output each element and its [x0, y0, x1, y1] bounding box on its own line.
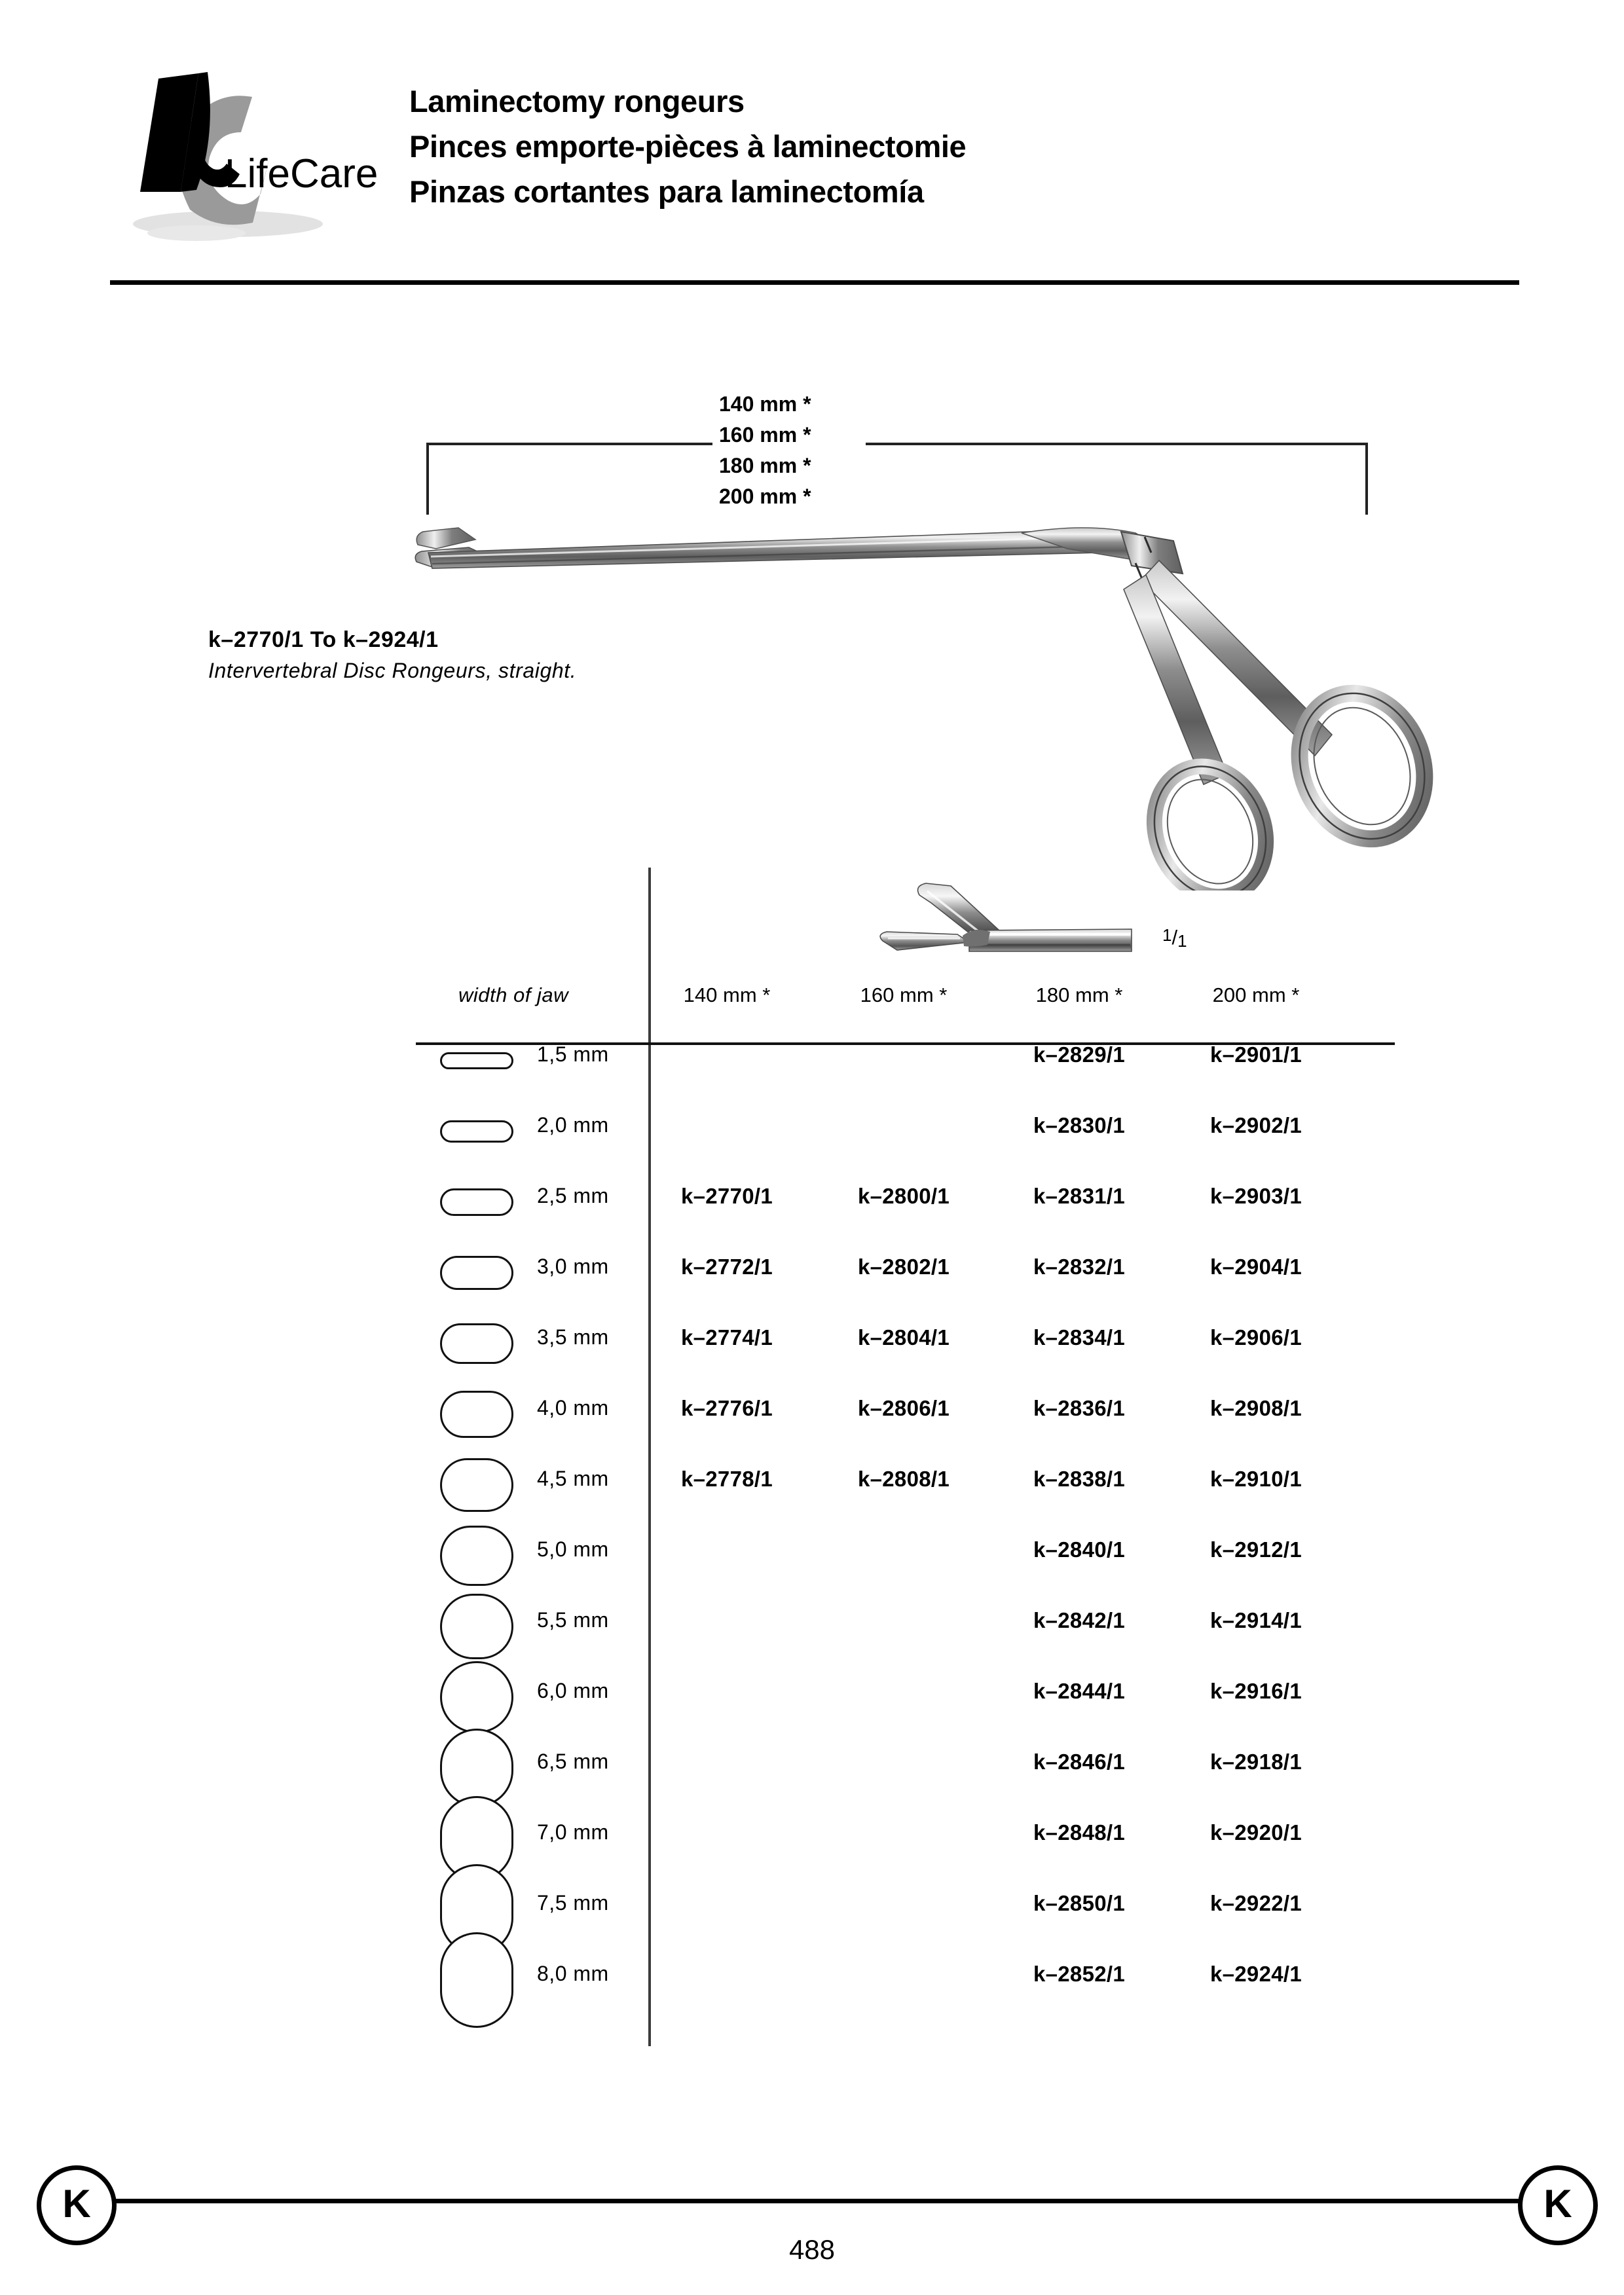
product-code-cell[interactable]: k–2772/1: [680, 1255, 773, 1279]
table-header-row: [432, 976, 1395, 1023]
table-row: [432, 1447, 1395, 1518]
dimension-label-180: 180 mm *: [719, 454, 811, 477]
jaw-width-icon: [432, 1306, 524, 1376]
product-code-cell[interactable]: k–2848/1: [1033, 1820, 1126, 1845]
product-code-cell[interactable]: k–2906/1: [1209, 1325, 1302, 1349]
jaw-width-icon: [432, 1023, 524, 1093]
jaw-width-icon: [432, 1093, 524, 1164]
table-row: [432, 1942, 1395, 2013]
jaw-width-label: 8,0 mm: [537, 1962, 609, 1985]
product-code-cell[interactable]: k–2914/1: [1209, 1608, 1302, 1632]
jaw-width-label: 3,0 mm: [537, 1255, 609, 1278]
caption-description: Intervertebral Disc Rongeurs, straight.: [208, 659, 577, 682]
product-code-cell[interactable]: k–2778/1: [680, 1467, 773, 1491]
table-row: [432, 1164, 1395, 1235]
logo-wordmark: LifeCare: [225, 151, 378, 196]
table-row: [432, 1093, 1395, 1164]
table-row: [432, 1235, 1395, 1306]
rongeur-instrument-photo: [413, 485, 1486, 890]
jaw-width-label: 2,5 mm: [537, 1184, 609, 1207]
jaw-width-label: 2,0 mm: [537, 1113, 609, 1137]
dimension-label-160: 160 mm *: [719, 423, 811, 447]
column-header-160mm: 160 mm *: [860, 983, 948, 1006]
product-table: [432, 976, 1395, 2013]
product-code-cell[interactable]: k–2802/1: [857, 1255, 950, 1279]
scale-denominator: 1: [1177, 931, 1187, 951]
jaw-icon-shape: [440, 1120, 513, 1143]
scale-numerator: 1: [1162, 925, 1172, 945]
column-header-180mm: 180 mm *: [1035, 983, 1123, 1006]
jaw-width-label: 7,5 mm: [537, 1891, 609, 1915]
product-code-cell[interactable]: k–2924/1: [1209, 1962, 1302, 1986]
jaw-width-label: 5,5 mm: [537, 1608, 609, 1632]
jaw-width-label: 6,0 mm: [537, 1679, 609, 1702]
product-code-cell[interactable]: k–2806/1: [857, 1396, 950, 1420]
jaw-width-icon: [432, 1164, 524, 1235]
product-code-cell[interactable]: k–2776/1: [680, 1396, 773, 1420]
table-row: [432, 1518, 1395, 1588]
title-line-es: Pinzas cortantes para laminectomía: [409, 174, 924, 209]
table-row: [432, 1871, 1395, 1942]
product-code-cell[interactable]: k–2901/1: [1209, 1042, 1302, 1067]
jaw-width-label: 6,5 mm: [537, 1750, 609, 1773]
jaw-icon-shape: [440, 1594, 513, 1659]
product-code-cell[interactable]: k–2852/1: [1033, 1962, 1126, 1986]
product-code-cell[interactable]: k–2836/1: [1033, 1396, 1126, 1420]
jaw-width-label: 3,5 mm: [537, 1325, 609, 1349]
caption-code-range: k–2770/1 To k–2924/1: [208, 627, 439, 652]
product-code-cell[interactable]: k–2844/1: [1033, 1679, 1126, 1703]
jaw-width-label: 5,0 mm: [537, 1537, 609, 1561]
jaw-width-icon: [432, 1235, 524, 1306]
jaw-icon-shape: [440, 1052, 513, 1069]
column-header-200mm: 200 mm *: [1212, 983, 1300, 1006]
product-code-cell[interactable]: k–2808/1: [857, 1467, 950, 1491]
table-row: [432, 1306, 1395, 1376]
product-code-cell[interactable]: k–2846/1: [1033, 1750, 1126, 1774]
product-caption: [208, 627, 798, 683]
jaw-width-icon: [432, 1730, 524, 1801]
jaw-detail-photo: [871, 874, 1179, 966]
table-row: [432, 1730, 1395, 1801]
product-code-cell[interactable]: k–2910/1: [1209, 1467, 1302, 1491]
product-code-cell[interactable]: k–2912/1: [1209, 1537, 1302, 1562]
table-body: [432, 1023, 1395, 2013]
page-number: 488: [788, 2234, 836, 2265]
jaw-width-label: 4,0 mm: [537, 1396, 609, 1420]
jaw-width-icon: [432, 1801, 524, 1871]
jaw-icon-shape: [440, 1323, 513, 1364]
jaw-width-icon: [432, 1871, 524, 1942]
jaw-icon-shape: [440, 1932, 513, 2028]
table-row: [432, 1801, 1395, 1871]
product-code-cell[interactable]: k–2829/1: [1033, 1042, 1126, 1067]
jaw-width-icon: [432, 1588, 524, 1659]
dimension-label-140: 140 mm *: [719, 392, 811, 416]
jaw-icon-shape: [440, 1188, 513, 1216]
jaw-icon-shape: [440, 1391, 513, 1438]
jaw-icon-shape: [440, 1661, 513, 1733]
jaw-width-icon: [432, 1518, 524, 1588]
column-header-width-of-jaw: width of jaw: [458, 983, 568, 1006]
product-code-cell[interactable]: k–2916/1: [1209, 1679, 1302, 1703]
product-code-cell[interactable]: k–2804/1: [857, 1325, 950, 1349]
column-header-140mm: 140 mm *: [683, 983, 771, 1006]
table-row: [432, 1023, 1395, 1093]
product-code-cell[interactable]: k–2832/1: [1033, 1255, 1126, 1279]
product-code-cell[interactable]: k–2831/1: [1033, 1184, 1126, 1208]
jaw-width-icon: [432, 1659, 524, 1730]
jaw-icon-shape: [440, 1526, 513, 1586]
footer-mark-right: K: [1518, 2165, 1598, 2245]
product-code-cell[interactable]: k–2908/1: [1209, 1396, 1302, 1420]
jaw-width-icon: [432, 1376, 524, 1447]
footer-divider: [92, 2199, 1532, 2203]
product-code-cell[interactable]: k–2834/1: [1033, 1325, 1126, 1349]
jaw-width-icon: [432, 1447, 524, 1518]
jaw-width-label: 7,0 mm: [537, 1820, 609, 1844]
product-code-cell[interactable]: k–2838/1: [1033, 1467, 1126, 1491]
table-row: [432, 1588, 1395, 1659]
product-code-cell[interactable]: k–2903/1: [1209, 1184, 1302, 1208]
title-line-fr: Pinces emporte-pièces à laminectomie: [409, 129, 967, 164]
footer-mark-left: K: [37, 2165, 117, 2245]
product-code-cell[interactable]: k–2922/1: [1209, 1891, 1302, 1915]
product-code-cell[interactable]: k–2774/1: [680, 1325, 773, 1349]
product-code-cell[interactable]: k–2904/1: [1209, 1255, 1302, 1279]
product-code-cell[interactable]: k–2770/1: [680, 1184, 773, 1208]
jaw-width-label: 1,5 mm: [537, 1042, 609, 1066]
product-code-cell[interactable]: k–2920/1: [1209, 1820, 1302, 1845]
dimension-label-200: 200 mm *: [719, 485, 811, 508]
product-code-cell[interactable]: k–2902/1: [1209, 1113, 1302, 1137]
jaw-width-icon: [432, 1942, 524, 2013]
lifecare-logo: [118, 59, 393, 249]
table-row: [432, 1659, 1395, 1730]
jaw-icon-shape: [440, 1729, 513, 1807]
product-code-cell[interactable]: k–2918/1: [1209, 1750, 1302, 1774]
jaw-icon-shape: [440, 1256, 513, 1290]
product-code-cell[interactable]: k–2800/1: [857, 1184, 950, 1208]
product-code-cell[interactable]: k–2840/1: [1033, 1537, 1126, 1562]
product-code-cell[interactable]: k–2850/1: [1033, 1891, 1126, 1915]
table-row: [432, 1376, 1395, 1447]
product-code-cell[interactable]: k–2842/1: [1033, 1608, 1126, 1632]
product-code-cell[interactable]: k–2830/1: [1033, 1113, 1126, 1137]
jaw-icon-shape: [440, 1458, 513, 1512]
header-divider: [110, 280, 1519, 285]
jaw-width-label: 4,5 mm: [537, 1467, 609, 1490]
title-line-en: Laminectomy rongeurs: [409, 84, 745, 119]
page-title: [409, 79, 1522, 214]
scale-indicator: 1/1: [1162, 925, 1187, 951]
